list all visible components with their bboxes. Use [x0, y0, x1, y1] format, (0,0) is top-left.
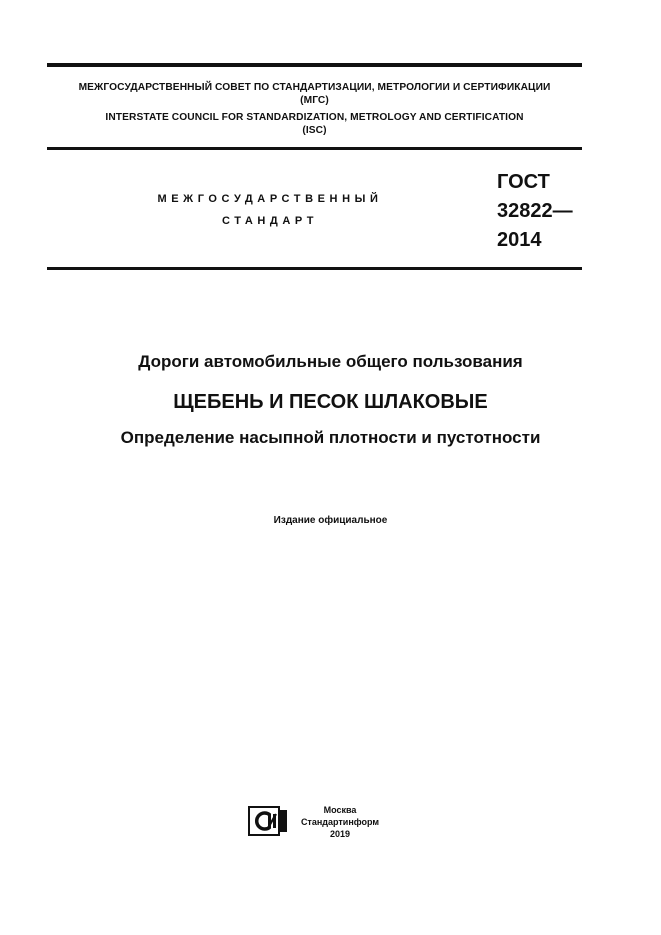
council-en-line2: (ISC) [302, 125, 327, 136]
standard-type-line2: СТАНДАРТ [221, 215, 319, 227]
publisher-block [300, 804, 380, 840]
gost-line2: 32822— [497, 200, 573, 222]
gost-line1: ГОСТ [497, 171, 550, 193]
designation-bottom-rule [47, 267, 582, 270]
standartinform-logo-icon [248, 806, 288, 836]
header-bottom-rule [47, 147, 582, 150]
council-ru-line1: МЕЖГОСУДАРСТВЕННЫЙ СОВЕТ ПО СТАНДАРТИЗАЦИИ, МЕТРОЛОГИИ И СЕРТИФИКАЦИИ [78, 82, 551, 93]
standard-type-label [120, 188, 420, 232]
gost-designation [497, 168, 573, 255]
council-en-line1: INTERSTATE COUNCIL FOR STANDARDIZATION, METROLOGY AND CERTIFICATION [105, 112, 524, 123]
edition-label: Издание официальное [273, 515, 388, 526]
title-line2: ЩЕБЕНЬ И ПЕСОК ШЛАКОВЫЕ [173, 391, 488, 413]
standard-type-line1: МЕЖГОСУДАРСТВЕННЫЙ [157, 193, 383, 205]
top-rule [47, 63, 582, 67]
publisher-city: Москва [323, 805, 357, 815]
title-line3: Определение насыпной плотности и пустотности [120, 428, 541, 447]
publisher-year: 2019 [329, 829, 351, 839]
gost-line3: 2014 [497, 229, 542, 251]
title-line1: Дороги автомобильные общего пользования [138, 352, 523, 371]
publisher-name: Стандартинформ [300, 817, 380, 827]
council-header [47, 81, 582, 137]
council-ru-line2: (МГС) [300, 95, 329, 106]
